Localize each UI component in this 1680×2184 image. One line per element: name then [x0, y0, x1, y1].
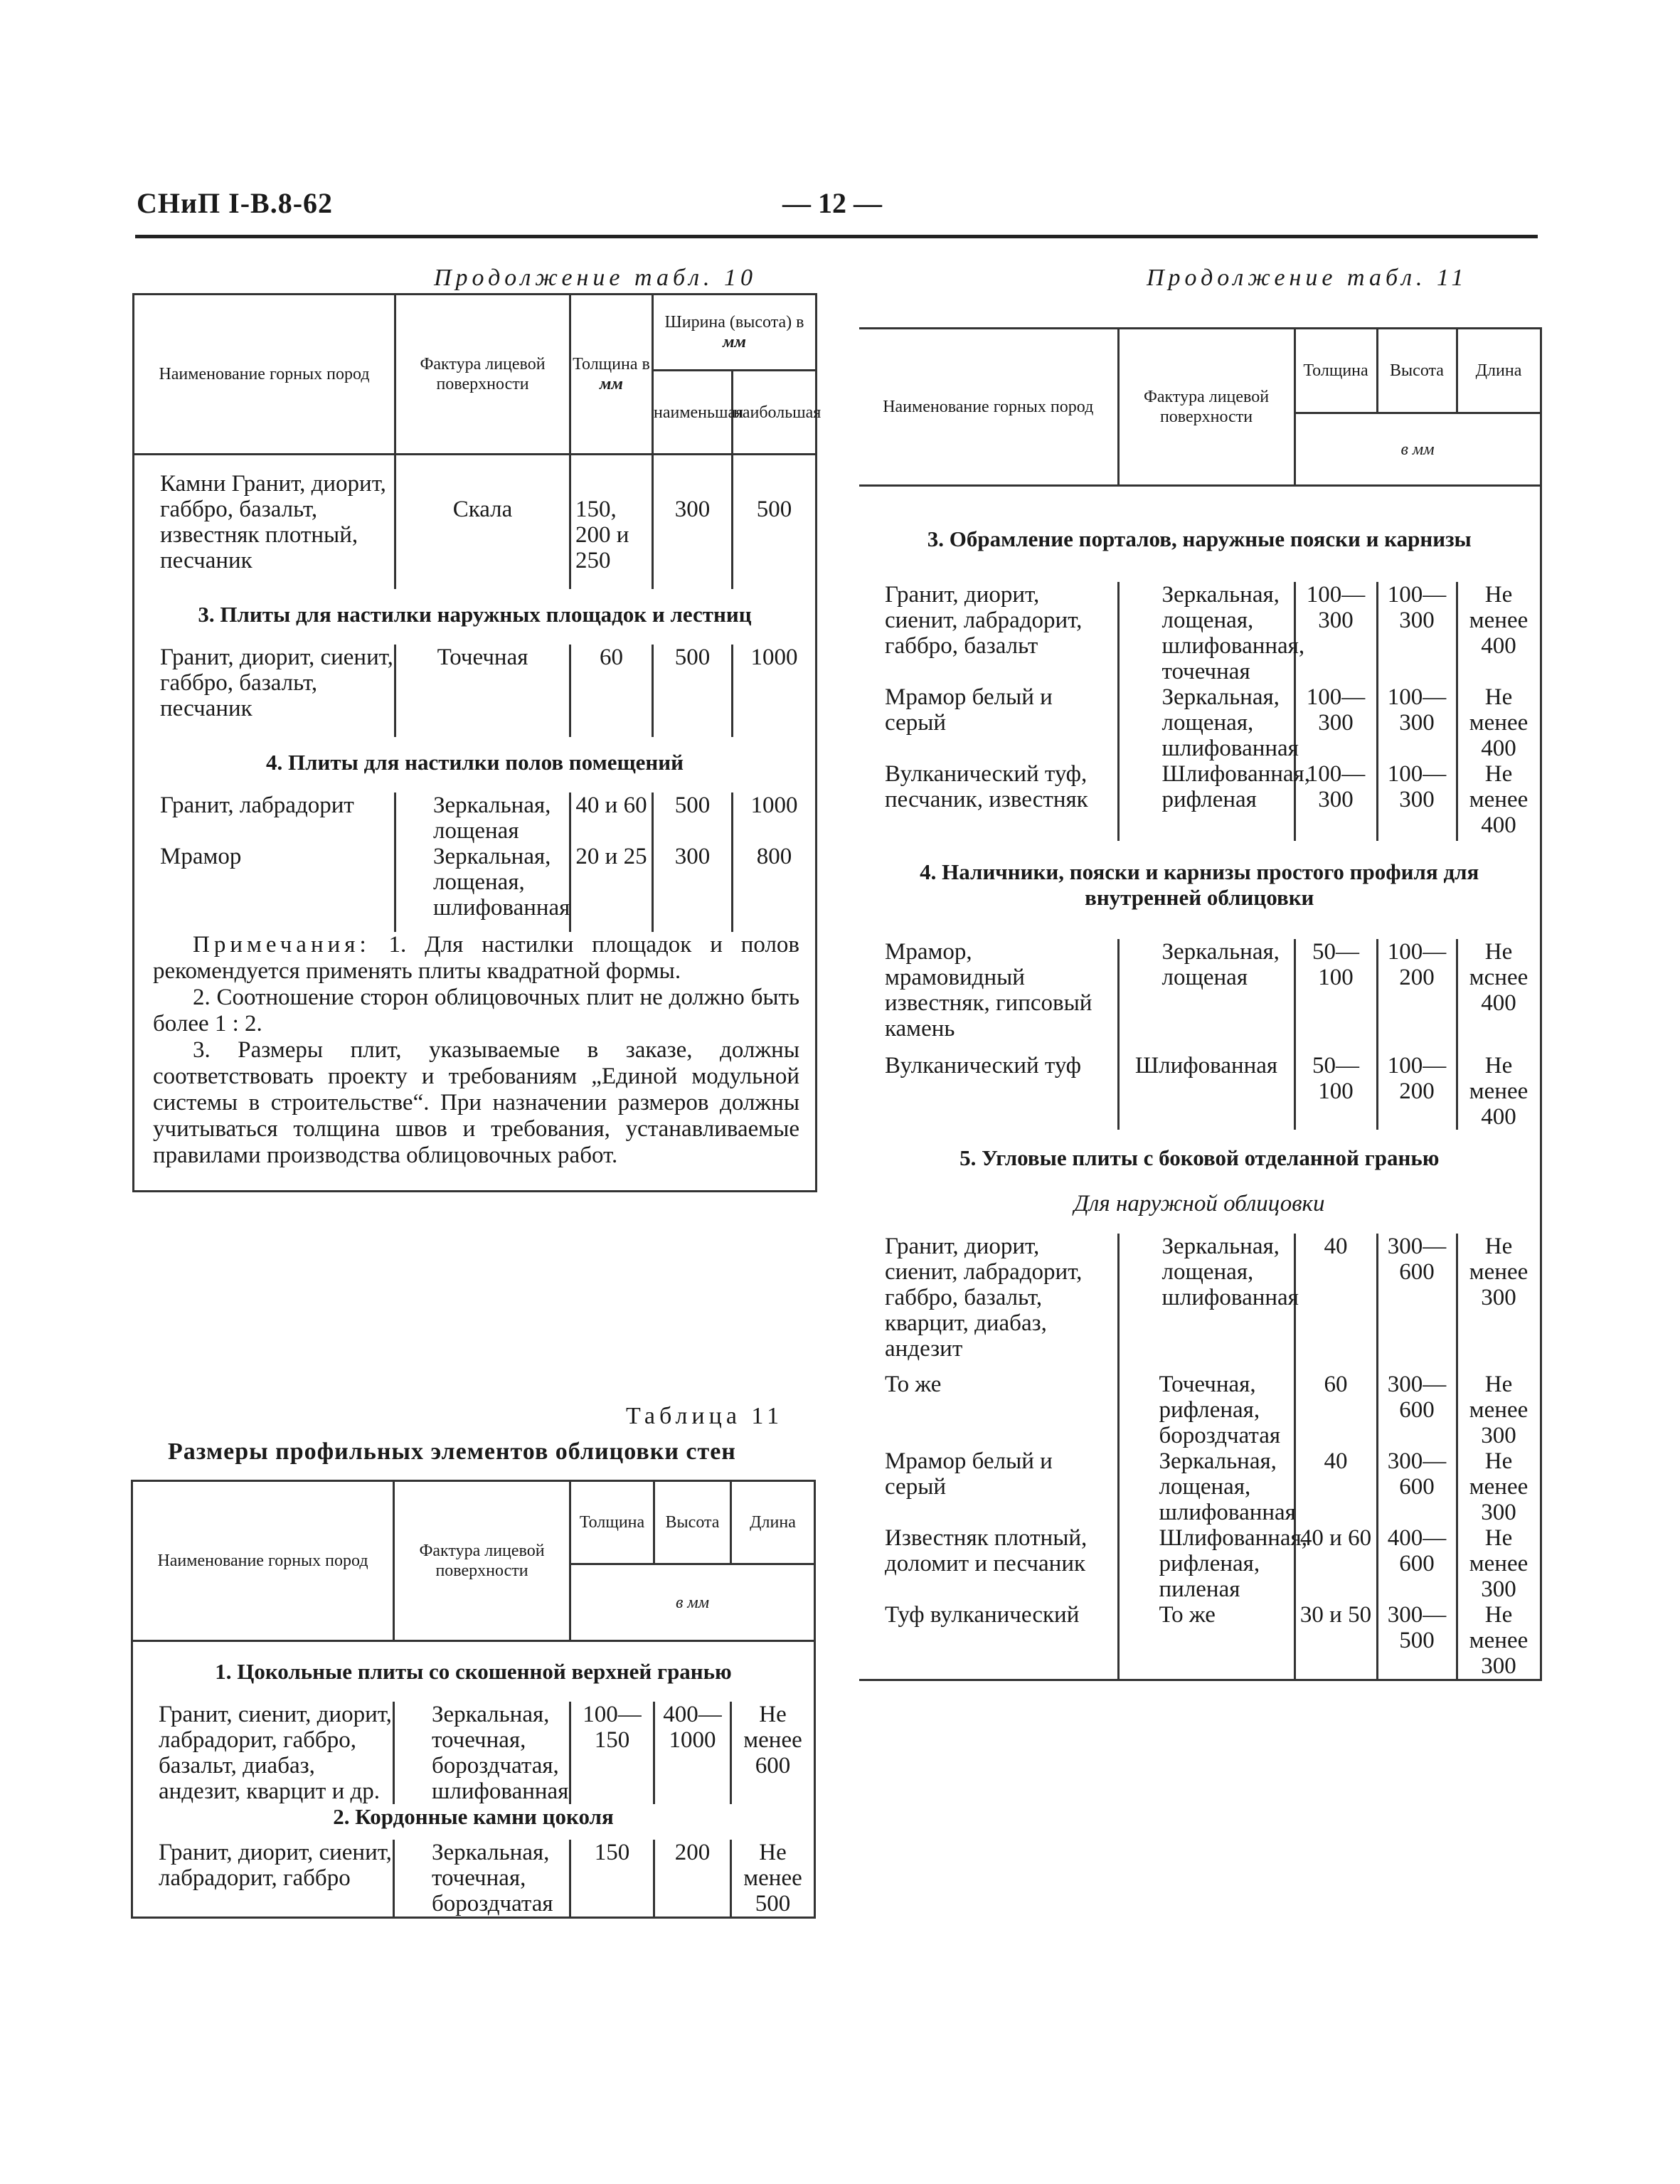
col-header-surface-texture: Фактура лицевой поверхности [1118, 329, 1294, 486]
width-max-value: 500 [733, 455, 817, 590]
thickness-value: 60 [570, 645, 653, 737]
width-max-value: 800 [733, 844, 817, 932]
height-value: 300—500 [1377, 1602, 1457, 1680]
rock-name: Гранит, диорит, сиенит, лабрадорит, габбро [159, 1840, 392, 1891]
thickness-value: 40 и 60 [570, 793, 653, 844]
surface-texture: Зеркальная, лощеная [395, 793, 570, 844]
height-value: 100—300 [1377, 761, 1457, 841]
width-max-value: 1000 [733, 645, 817, 737]
table-row [859, 939, 1541, 1053]
height-value: 200 [654, 1840, 731, 1918]
section-subheading: Для наружной облицовки [1074, 1191, 1325, 1216]
rock-name: Гранит, диорит, сиенит, лабрадорит, габбро, базальт [885, 582, 1083, 659]
rock-name: Известняк плотный, доломит и песчаник [885, 1525, 1088, 1576]
width-min-value: 300 [653, 844, 733, 932]
surface-texture: Точечная, рифленая, бороздчатая [1118, 1372, 1294, 1448]
length-value: Не менее 400 [1457, 761, 1541, 841]
table-row [132, 1840, 815, 1918]
thickness-value: 100—300 [1294, 684, 1377, 761]
surface-texture: Зеркальная, лощеная [1118, 939, 1294, 1053]
col-header-rock-name: Наименование горных пород [859, 329, 1118, 486]
col-header-min: наименьшая [653, 371, 733, 455]
note-3: 3. Размеры плит, указываемые в заказе, должны соответствовать проекту и требованиям „Единой модульной системы в строительстве“. При назначении размеров должны учитываться толщина швов и требования, устанавливаемые правилами производства облицовочных работ. [153, 1037, 800, 1168]
table-row [134, 793, 817, 844]
col-header-max: наибольшая [733, 371, 817, 455]
page-number: — 12 — [782, 187, 882, 219]
surface-texture: Зеркальная, точечная, бороздчатая [394, 1840, 570, 1918]
rock-name: Гранит, диорит, сиенит, лабрадорит, габбро, базальт, кварцит, диабаз, андезит [885, 1234, 1083, 1362]
width-min-value: 300 [653, 455, 733, 590]
table-row [134, 645, 817, 737]
surface-texture: То же [1118, 1602, 1294, 1680]
col-header-thickness: Толщина [570, 1481, 654, 1564]
height-value: 100—300 [1377, 582, 1457, 684]
height-value: 300—600 [1377, 1234, 1457, 1372]
table11-title: Размеры профильных элементов облицовки стен [168, 1438, 736, 1465]
rock-name: Камни Гранит, диорит, габбро, базальт, известняк плотный, песчаник [160, 471, 386, 573]
table11-label: Таблица 11 [626, 1403, 784, 1429]
rock-name: Гранит, лабрадорит [160, 793, 354, 818]
thickness-value: 20 и 25 [570, 844, 653, 932]
rock-name: Туф вулканический [885, 1602, 1080, 1628]
table-row [859, 582, 1541, 684]
rock-name: Гранит, диорит, сиенит, габбро, базальт, песчаник [160, 645, 393, 721]
table11 [131, 1480, 814, 1919]
length-value: Не менее 300 [1457, 1448, 1541, 1525]
col-header-height: Высота [654, 1481, 731, 1564]
table-row [134, 455, 817, 590]
length-value: Не менее 400 [1457, 684, 1541, 761]
table10-notes [134, 932, 817, 1192]
surface-texture: Зеркальная, лощеная, шлифованная [395, 844, 570, 932]
surface-texture: Зеркальная, лощеная, шлифованная [1118, 1448, 1294, 1525]
table-row [859, 1525, 1541, 1602]
section-heading: 4. Плиты для настилки полов помещений [266, 750, 684, 775]
section-heading: 5. Угловые плиты с боковой отделанной гранью [959, 1145, 1440, 1170]
thickness-value: 40 [1294, 1448, 1377, 1525]
thickness-value: 40 и 60 [1294, 1525, 1377, 1602]
rock-name: Мрамор [160, 844, 242, 869]
section-heading: 3. Обрамление порталов, наружные пояски и карнизы [927, 526, 1472, 551]
document-code: СНиП I-В.8-62 [137, 187, 334, 219]
table-row [859, 1234, 1541, 1372]
thickness-value: 30 и 50 [1294, 1602, 1377, 1680]
thickness-value: 60 [1294, 1372, 1377, 1448]
table-row [859, 1372, 1541, 1448]
section-heading: 2. Кордонные камни цоколя [333, 1804, 614, 1829]
thickness-value: 50—100 [1294, 1053, 1377, 1130]
height-value: 400—1000 [654, 1702, 731, 1804]
length-value: Не менее 300 [1457, 1372, 1541, 1448]
note-1: 1. Для настилки площадок и полов рекомендуется применять плиты квадратной формы. [153, 932, 800, 984]
rock-name: Мрамор белый и серый [885, 1448, 1053, 1500]
surface-texture: Шлифованная [1118, 1053, 1294, 1130]
length-value: Не менее 400 [1457, 1053, 1541, 1130]
table10-continued [132, 293, 822, 1192]
thickness-value: 100—150 [570, 1702, 654, 1804]
width-max-value: 1000 [733, 793, 817, 844]
surface-texture: Шлифованная, рифленая, пиленая [1118, 1525, 1294, 1602]
thickness-value: 100—300 [1294, 582, 1377, 684]
header-rule [135, 235, 1538, 238]
surface-texture: Точечная [395, 645, 570, 737]
col-header-unit: в мм [1294, 413, 1541, 486]
col-header-height: Высота [1377, 329, 1457, 413]
length-value: Не менее 300 [1457, 1602, 1541, 1680]
surface-texture: Зеркальная, лощеная, шлифованная [1118, 684, 1294, 761]
table11-continuation-caption: Продолжение табл. 11 [1147, 265, 1468, 291]
table10-continuation-caption: Продолжение табл. 10 [434, 265, 757, 291]
table-row [132, 1702, 815, 1804]
length-value: Не менее 300 [1457, 1525, 1541, 1602]
thickness-value: 50—100 [1294, 939, 1377, 1053]
surface-texture: Шлифованная, рифленая [1118, 761, 1294, 841]
thickness-value: 100—300 [1294, 761, 1377, 841]
rock-name: Мрамор, мрамовидный известняк, гипсовый камень [885, 939, 1092, 1041]
table-row [859, 684, 1541, 761]
rock-name: Вулканический туф, песчаник, известняк [885, 761, 1088, 812]
note-2: 2. Соотношение сторон облицовочных плит не должно быть более 1 : 2. [153, 985, 800, 1037]
rock-name: Мрамор белый и серый [885, 684, 1053, 736]
length-value: Не менее 500 [731, 1840, 815, 1918]
col-header-thickness [570, 295, 653, 455]
section-heading: 1. Цокольные плиты со скошенной верхней гранью [215, 1659, 732, 1684]
height-value: 400—600 [1377, 1525, 1457, 1602]
height-value: 300—600 [1377, 1372, 1457, 1448]
unit-mm: мм [723, 333, 746, 351]
section-heading: 4. Наличники, пояски и карнизы простого профиля для внутренней облицовки [920, 859, 1479, 910]
col-header-rock-name: Наименование горных пород [134, 295, 395, 455]
section-heading: 3. Плиты для настилки наружных площадок и лестниц [198, 602, 752, 627]
col-header-surface-texture: Фактура лицевой поверхности [394, 1481, 570, 1641]
rock-name: Гранит, сиенит, диорит, лабрадорит, габбро, базальт, диабаз, андезит, кварцит и др. [159, 1702, 392, 1804]
thickness-value: 40 [1294, 1234, 1377, 1372]
height-value: 100—200 [1377, 939, 1457, 1053]
length-value: Не менее 600 [731, 1702, 815, 1804]
thickness-value: 150 [570, 1840, 654, 1918]
table-row [859, 1448, 1541, 1525]
height-value: 100—200 [1377, 1053, 1457, 1130]
table-row [859, 1053, 1541, 1130]
height-value: 300—600 [1377, 1448, 1457, 1525]
width-min-value: 500 [653, 645, 733, 737]
col-header-thickness: Толщина [1294, 329, 1377, 413]
col-header-surface-texture: Фактура лицевой поверхности [395, 295, 570, 455]
width-min-value: 500 [653, 793, 733, 844]
table-row [134, 844, 817, 932]
col-header-unit: в мм [570, 1564, 815, 1641]
table-row [859, 761, 1541, 841]
thickness-label: Толщина в [573, 355, 650, 373]
rock-name: Вулканический туф [885, 1053, 1081, 1078]
table11-continued [859, 327, 1541, 1681]
unit-mm: мм [600, 375, 623, 393]
thickness-value: 150, 200 и 250 [570, 455, 653, 590]
height-value: 100—300 [1377, 684, 1457, 761]
surface-texture: Зеркальная, точечная, бороздчатая, шлифованная [394, 1702, 570, 1804]
surface-texture: Зеркальная, лощеная, шлифованная, точечная [1118, 582, 1294, 684]
table-row [859, 1602, 1541, 1680]
length-value: Не мснее 400 [1457, 939, 1541, 1053]
col-header-rock-name: Наименование горных пород [132, 1481, 394, 1641]
rock-name: То же [885, 1372, 942, 1397]
length-value: Не менее 300 [1457, 1234, 1541, 1372]
notes-heading: Примечания: [193, 932, 371, 958]
col-header-length: Длина [731, 1481, 815, 1564]
col-header-length: Длина [1457, 329, 1541, 413]
surface-texture: Зеркальная, лощеная, шлифованная [1118, 1234, 1294, 1372]
width-label: Ширина (высота) в [664, 313, 804, 332]
col-header-width [653, 295, 817, 371]
surface-texture: Скала [395, 455, 570, 590]
length-value: Не менее 400 [1457, 582, 1541, 684]
